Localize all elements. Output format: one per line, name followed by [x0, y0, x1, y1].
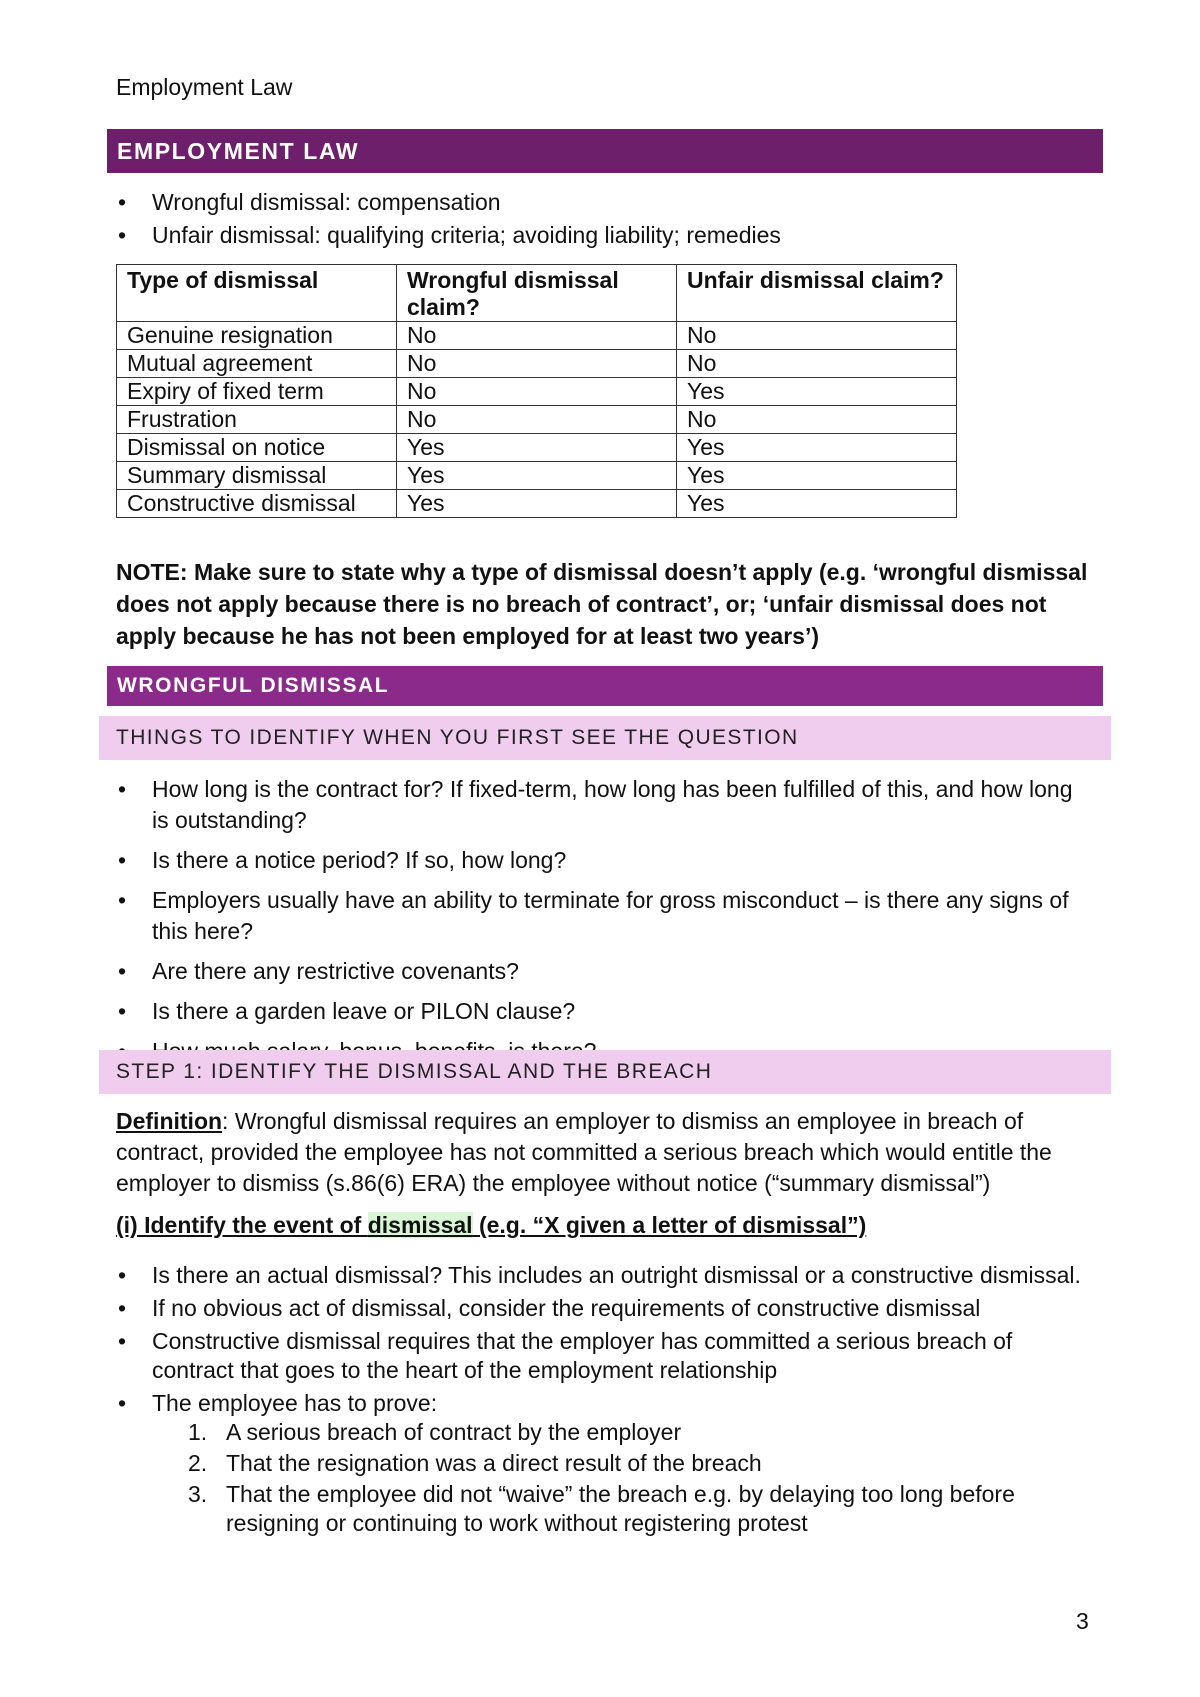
subsection-title: THINGS TO IDENTIFY WHEN YOU FIRST SEE THE QUESTION [116, 726, 799, 749]
table-row [117, 378, 957, 406]
table-row [117, 350, 957, 378]
page-header: Employment Law [116, 74, 293, 100]
sub-heading-highlight: dismissal [367, 1212, 473, 1238]
page-number: 3 [1076, 1608, 1089, 1634]
table-row [117, 434, 957, 462]
item-number: 3. [188, 1481, 208, 1507]
note-paragraph: NOTE: Make sure to state why a type of dismissal doesn’t apply (e.g. ‘wrongful dismissal does not apply because there is no breach of contract’, or; ‘unfair dismissal does not apply because he has not been employed for at least two years’) [116, 559, 1088, 649]
table-cell: Yes [397, 462, 677, 490]
table-row [117, 406, 957, 434]
table-cell: Constructive dismissal [117, 490, 397, 518]
table-cell: Yes [677, 434, 957, 462]
item-text: A serious breach of contract by the employer [226, 1419, 682, 1445]
table-row [117, 322, 957, 350]
item-number: 2. [188, 1450, 208, 1476]
numbered-item [152, 1480, 1086, 1538]
definition-paragraph [116, 1106, 1106, 1199]
list-item-text: The employee has to prove: [152, 1390, 438, 1416]
numbered-item [152, 1418, 1086, 1447]
list-item: • Is there an actual dismissal? This includes an outright dismissal or a constructive dismissal. [116, 1261, 1086, 1290]
list-item: • Is there a garden leave or PILON clause? [116, 996, 1086, 1027]
numbered-item [152, 1449, 1086, 1478]
table-cell: No [397, 322, 677, 350]
table-cell: No [397, 378, 677, 406]
list-item: • Are there any restrictive covenants? [116, 956, 1086, 987]
step1-list [116, 1261, 1086, 1542]
table-header-row [117, 265, 957, 322]
table-cell: Yes [677, 462, 957, 490]
prove-list [152, 1418, 1086, 1538]
table-cell: Yes [397, 434, 677, 462]
definition-term: Definition [116, 1108, 223, 1134]
table-cell: Yes [677, 490, 957, 518]
sub-heading-identify-event [116, 1212, 866, 1239]
table-cell: Expiry of fixed term [117, 378, 397, 406]
sub-heading-after: (e.g. “X given a letter of dismissal”) [472, 1212, 867, 1238]
section-title: WRONGFUL DISMISSAL [117, 674, 390, 697]
dismissal-table [116, 264, 957, 518]
item-text: That the resignation was a direct result of the breach [226, 1450, 762, 1476]
section-title: EMPLOYMENT LAW [117, 137, 360, 164]
subsection-band-step-1 [99, 1050, 1111, 1094]
table-cell: No [677, 322, 957, 350]
identify-list [116, 774, 1086, 1076]
table-cell: No [397, 406, 677, 434]
table-header-cell: Wrongful dismissal claim? [397, 265, 677, 322]
table-header-cell: Unfair dismissal claim? [677, 265, 957, 322]
item-text: That the employee did not “waive” the breach e.g. by delaying too long before resigning or continuing to work without registering protest [226, 1481, 1015, 1536]
list-item [116, 1389, 1086, 1538]
subsection-band-things-to-identify [99, 716, 1111, 760]
table-cell: Mutual agreement [117, 350, 397, 378]
table-row [117, 490, 957, 518]
list-item: • Wrongful dismissal: compensation [116, 186, 1086, 219]
table-header-cell: Type of dismissal [117, 265, 397, 322]
table-cell: Frustration [117, 406, 397, 434]
table-cell: No [677, 406, 957, 434]
table-row [117, 462, 957, 490]
item-number: 1. [188, 1419, 208, 1445]
sub-heading-before: (i) Identify the event of [116, 1212, 368, 1238]
definition-text: : Wrongful dismissal requires an employer to dismiss an employee in breach of contract, provided the employee has not committed a serious breach which would entitle the employer to dismiss (s.86(6) ERA) the employee without notice (“summary dismissal”) [116, 1108, 1052, 1196]
topics-list [116, 186, 1086, 252]
table-cell: Yes [397, 490, 677, 518]
list-item: • Is there a notice period? If so, how long? [116, 845, 1086, 876]
table-cell: Dismissal on notice [117, 434, 397, 462]
section-bar-wrongful-dismissal [107, 666, 1103, 706]
table-cell: Yes [677, 378, 957, 406]
list-item: • Unfair dismissal: qualifying criteria; avoiding liability; remedies [116, 219, 1086, 252]
list-item: • How long is the contract for? If fixed-term, how long has been fulfilled of this, and how long is outstanding? [116, 774, 1086, 836]
table-cell: No [397, 350, 677, 378]
table-cell: Summary dismissal [117, 462, 397, 490]
list-item: • Constructive dismissal requires that the employer has committed a serious breach of contract that goes to the heart of the employment relationship [116, 1327, 1086, 1385]
list-item: • If no obvious act of dismissal, consider the requirements of constructive dismissal [116, 1294, 1086, 1323]
list-item: • Employers usually have an ability to terminate for gross misconduct – is there any signs of this here? [116, 885, 1086, 947]
table-cell: Genuine resignation [117, 322, 397, 350]
subsection-title: STEP 1: IDENTIFY THE DISMISSAL AND THE BREACH [116, 1060, 713, 1083]
section-bar-employment-law [107, 129, 1103, 173]
table-cell: No [677, 350, 957, 378]
